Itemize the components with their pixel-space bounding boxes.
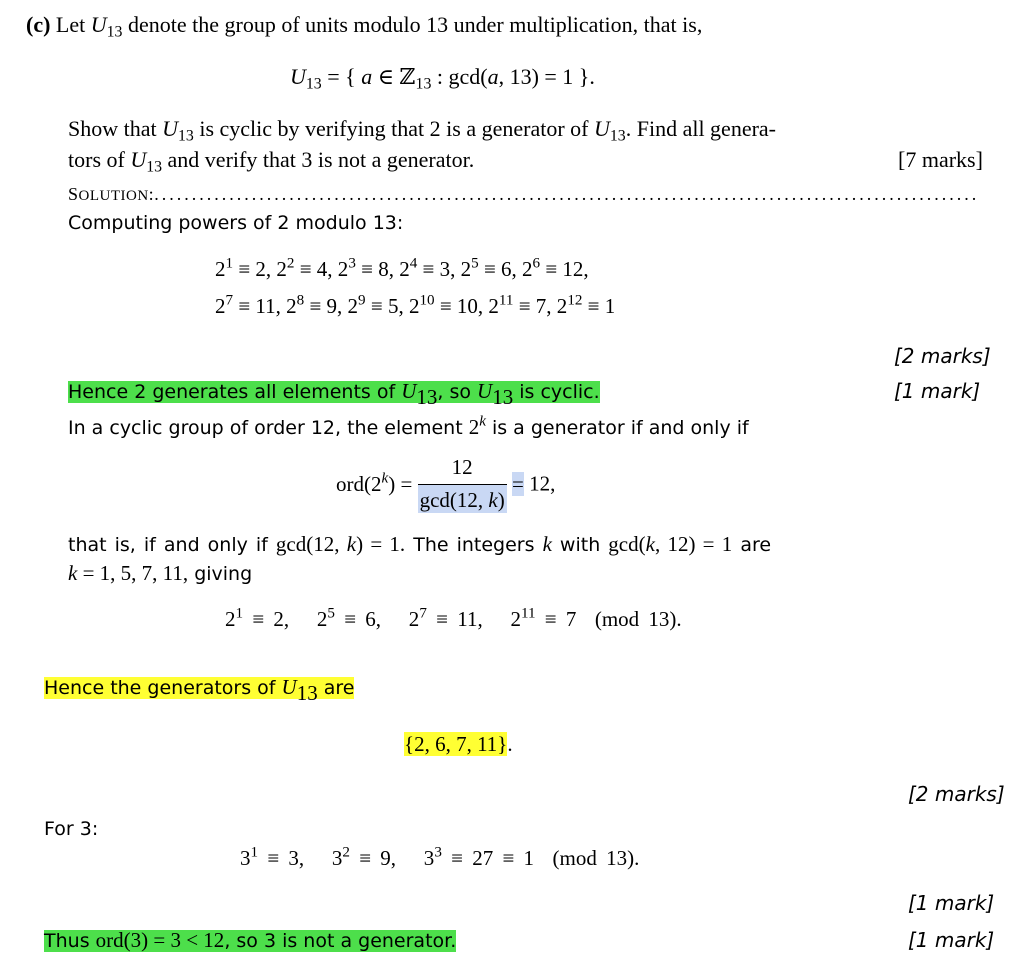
cyclic-conclusion-highlight: Hence 2 generates all elements of $U_{13}$, so $U_{13}$ is cyclic. [68, 379, 600, 409]
question-label: (c) [26, 12, 51, 37]
powers-line-1: $2^1 \equiv 2$, $2^2 \equiv 4$, $2^3 \equiv 8$, $2^4 \equiv 3$, $2^5 \equiv 6$, $2^6 \equiv 12$, [215, 255, 589, 281]
gcd-condition-line-2: k = 1, 5, 7, 11, giving [68, 561, 253, 585]
gcd-condition-line-1: that is, if and only if gcd(12, k) = 1. The integers k with gcd(k, 12) = 1 are [68, 532, 772, 556]
for-three: For 3: [44, 818, 99, 840]
solution-heading [68, 184, 980, 205]
question-marks: [7 marks] [898, 147, 983, 172]
three-powers: $3^1 \equiv 3$, $3^2 \equiv 9$, $3^3 \equiv 27 \equiv 1$ (mod 13). [240, 844, 640, 870]
powers-intro: Computing powers of 2 modulo 13: [68, 212, 404, 234]
dotted-leader: .............................................................................................................. [154, 184, 980, 204]
marks-three-conclusion: [1 mark] [908, 928, 995, 952]
marks-powers: [2 marks] [894, 344, 991, 368]
generators-set-highlight: {2, 6, 7, 11} [404, 732, 508, 756]
cyclic-conclusion [68, 379, 600, 409]
generators-conclusion [44, 675, 355, 705]
task-line-1: Show that $U_{13}$ is cyclic by verifying that 2 is a generator of $U_{13}$. Find all genera- [68, 116, 777, 145]
generators-conclusion-highlight: Hence the generators of $U_{13}$ are [44, 675, 355, 705]
three-conclusion [44, 928, 456, 953]
marks-generators: [2 marks] [908, 782, 1005, 806]
marks-cyclic: [1 mark] [894, 379, 981, 403]
question-intro-line: (c) Let $U_{13}$ denote the group of units modulo 13 under multiplication, that is, [26, 12, 703, 41]
generator-criterion: In a cyclic group of order 12, the element 2$^k$ is a generator if and only if [68, 413, 749, 439]
generators-set: {2, 6, 7, 11}. [404, 732, 513, 756]
order-fraction: $\frac{12}{\gcd(12, k)}$ [419, 455, 505, 512]
order-formula: $ord(2^k)$ = $\frac{12}{\gcd(12, k)}$ = 12, [336, 455, 556, 512]
marks-three: [1 mark] [908, 891, 995, 915]
set-definition: $U_{13}$ = { a ∈ ℤ$_{13}$ : gcd(a, 13) = 1 }. [290, 64, 595, 93]
generators-powers: $2^1 \equiv 2$, $2^5 \equiv 6$, $2^7 \equiv 11$, $2^{11} \equiv 7$ (mod 13). [225, 605, 682, 631]
task-line-2: tors of $U_{13}$ and verify that 3 is not a generator. [68, 147, 475, 176]
three-conclusion-highlight: Thus ord(3) = 3 < 12, so 3 is not a generator. [44, 928, 457, 952]
powers-line-2: $2^7 \equiv 11$, $2^8 \equiv 9$, $2^9 \equiv 5$, $2^{10} \equiv 10$, $2^{11} \equiv 7$, $2^{12} \equiv 1$ [215, 292, 616, 318]
solution-label: SOLUTION: [68, 184, 155, 204]
